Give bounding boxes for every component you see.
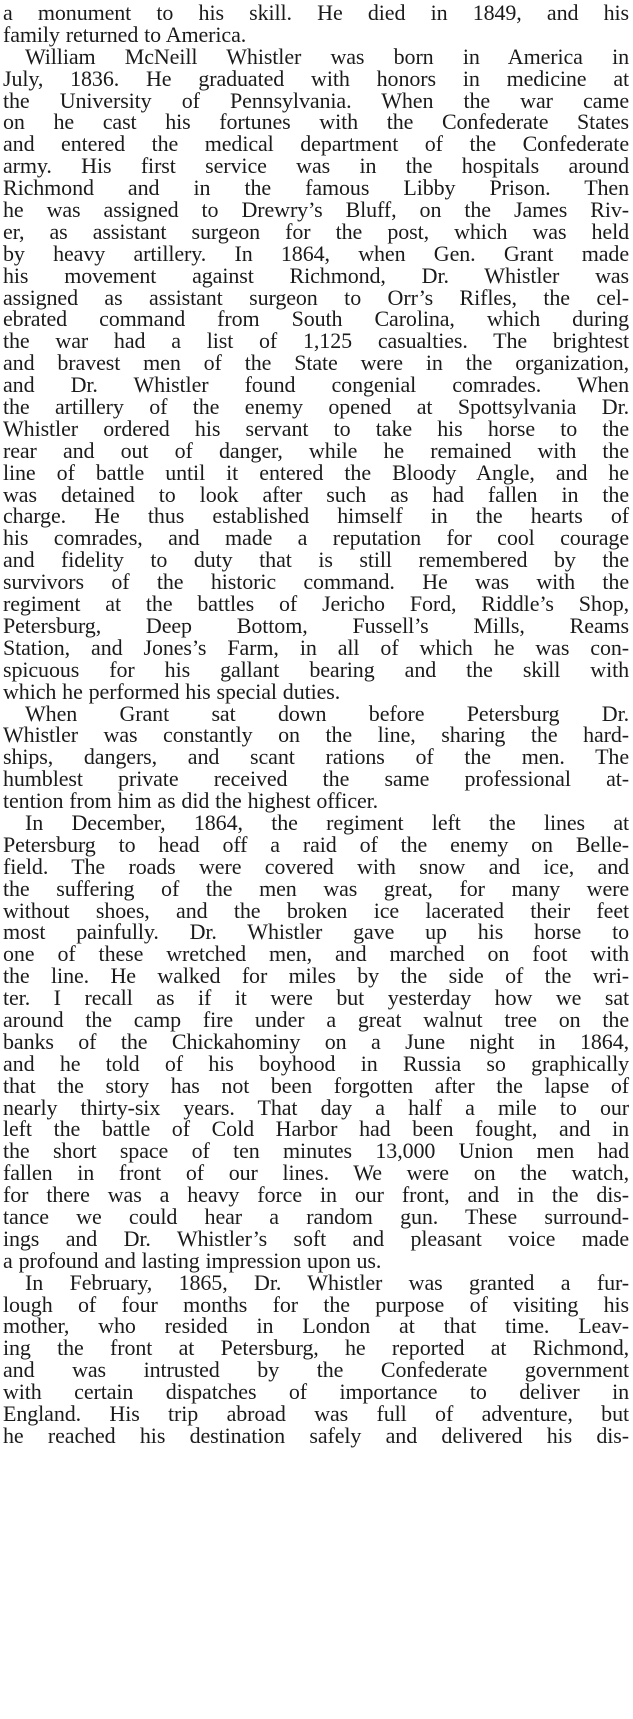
text-line: and entered the medical department of the Confederate — [3, 131, 629, 157]
text-line: ing the front at Petersburg, he reported at Richmond, — [3, 1335, 629, 1361]
text-line: was detained to look after such as had fallen in the — [3, 481, 629, 507]
text-line: his movement against Richmond, Dr. Whistler was — [3, 262, 629, 288]
text-line: Richmond and in the famous Libby Prison. Then — [3, 175, 629, 201]
text-line: Whistler ordered his servant to take his horse to the — [3, 415, 629, 441]
text-line: army. His first service was in the hospitals around — [3, 153, 629, 179]
text-line: ebrated command from South Carolina, which during — [3, 306, 629, 332]
text-line: Petersburg to head off a raid of the enemy on Belle- — [3, 831, 629, 857]
text-line: er, as assistant surgeon for the post, which was held — [3, 218, 629, 244]
text-line: without shoes, and the broken ice lacerated their feet — [3, 897, 629, 923]
text-line: and was intrusted by the Confederate government — [3, 1357, 629, 1383]
text-line: that the story has not been forgotten after the lapse of — [3, 1072, 629, 1098]
body-text — [3, 2, 629, 1447]
text-line: the line. He walked for miles by the side of the wri- — [3, 963, 629, 989]
text-line: and fidelity to duty that is still remembered by the — [3, 547, 629, 573]
text-line: July, 1836. He graduated with honors in medicine at — [3, 65, 629, 91]
text-line: around the camp fire under a great walnut tree on the — [3, 1006, 629, 1032]
text-line: spicuous for his gallant bearing and the skill with — [3, 656, 629, 682]
text-line: the University of Pennsylvania. When the war came — [3, 87, 629, 113]
text-line: tance we could hear a random gun. These surround- — [3, 1203, 629, 1229]
text-line: the artillery of the enemy opened at Spottsylvania Dr. — [3, 394, 629, 420]
text-line: fallen in front of our lines. We were on the watch, — [3, 1160, 629, 1186]
text-line: nearly thirty-six years. That day a half a mile to our — [3, 1094, 629, 1120]
text-line: survivors of the historic command. He was with the — [3, 569, 629, 595]
paragraph-p1 — [3, 2, 629, 46]
text-line: ings and Dr. Whistler’s soft and pleasant voice made — [3, 1225, 629, 1251]
text-line: he was assigned to Drewry’s Bluff, on the James Riv- — [3, 197, 629, 223]
text-line: by heavy artillery. In 1864, when Gen. Grant made — [3, 240, 629, 266]
text-line: In February, 1865, Dr. Whistler was granted a fur- — [25, 1269, 629, 1295]
text-line: rear and out of danger, while he remained with the — [3, 437, 629, 463]
text-line: banks of the Chickahominy on a June night in 1864, — [3, 1028, 629, 1054]
text-line: Whistler was constantly on the line, sharing the hard- — [3, 722, 629, 748]
text-line: on he cast his fortunes with the Confederate States — [3, 109, 629, 135]
text-line: humblest private received the same professional at- — [3, 766, 629, 792]
text-line: William McNeill Whistler was born in America in — [25, 43, 629, 69]
text-line: and bravest men of the State were in the organization, — [3, 350, 629, 376]
text-line: England. His trip abroad was full of adventure, but — [3, 1401, 629, 1426]
text-line: and Dr. Whistler found congenial comrades. When — [3, 372, 629, 398]
text-line: regiment at the battles of Jericho Ford, Riddle’s Shop, — [3, 591, 629, 617]
paragraph-p5 — [3, 1269, 629, 1448]
text-line: lough of four months for the purpose of visiting his — [3, 1291, 629, 1317]
text-line: ships, dangers, and scant rations of the men. The — [3, 744, 629, 770]
text-line: and he told of his boyhood in Russia so graphically — [3, 1050, 629, 1076]
text-line: one of these wretched men, and marched on foot with — [3, 941, 629, 967]
text-line: Petersburg, Deep Bottom, Fussell’s Mills, Reams — [3, 612, 629, 638]
text-line: charge. He thus established himself in the hearts of — [3, 503, 629, 529]
text-line: When Grant sat down before Petersburg Dr. — [25, 700, 629, 726]
text-line: left the battle of Cold Harbor had been fought, and in — [3, 1116, 629, 1142]
paragraph-p4 — [3, 809, 629, 1273]
text-line: his comrades, and made a reputation for cool courage — [3, 525, 629, 551]
text-line: with certain dispatches of importance to deliver in — [3, 1379, 629, 1405]
paragraph-p3 — [3, 700, 629, 814]
text-line: the short space of ten minutes 13,000 Union men had — [3, 1138, 629, 1164]
text-line: most painfully. Dr. Whistler gave up his horse to — [3, 919, 629, 945]
text-line: field. The roads were covered with snow and ice, and — [3, 853, 629, 879]
text-line: Station, and Jones’s Farm, in all of which he was con- — [3, 634, 629, 660]
text-line: assigned as assistant surgeon to Orr’s Rifles, the cel- — [3, 284, 629, 310]
text-line: In December, 1864, the regiment left the lines at — [25, 809, 629, 835]
text-line: the war had a list of 1,125 casualties. The brightest — [3, 328, 629, 354]
paragraph-p2 — [3, 43, 629, 704]
text-line: mother, who resided in London at that time. Leav- — [3, 1313, 629, 1339]
text-line: which he performed his special duties. — [3, 678, 341, 704]
text-line: a profound and lasting impression upon us. — [3, 1247, 382, 1273]
text-line: he reached his destination safely and delivered his dis- — [3, 1422, 629, 1448]
text-line: line of battle until it entered the Bloody Angle, and he — [3, 459, 629, 485]
text-line: tention from him as did the highest officer. — [3, 788, 379, 814]
text-line: for there was a heavy force in our front, and in the dis- — [3, 1182, 629, 1208]
text-line: a monument to his skill. He died in 1849, and his — [3, 0, 629, 25]
text-line: the suffering of the men was great, for many were — [3, 875, 629, 901]
text-line: family returned to America. — [3, 21, 247, 47]
text-line: ter. I recall as if it were but yesterday how we sat — [3, 985, 629, 1011]
